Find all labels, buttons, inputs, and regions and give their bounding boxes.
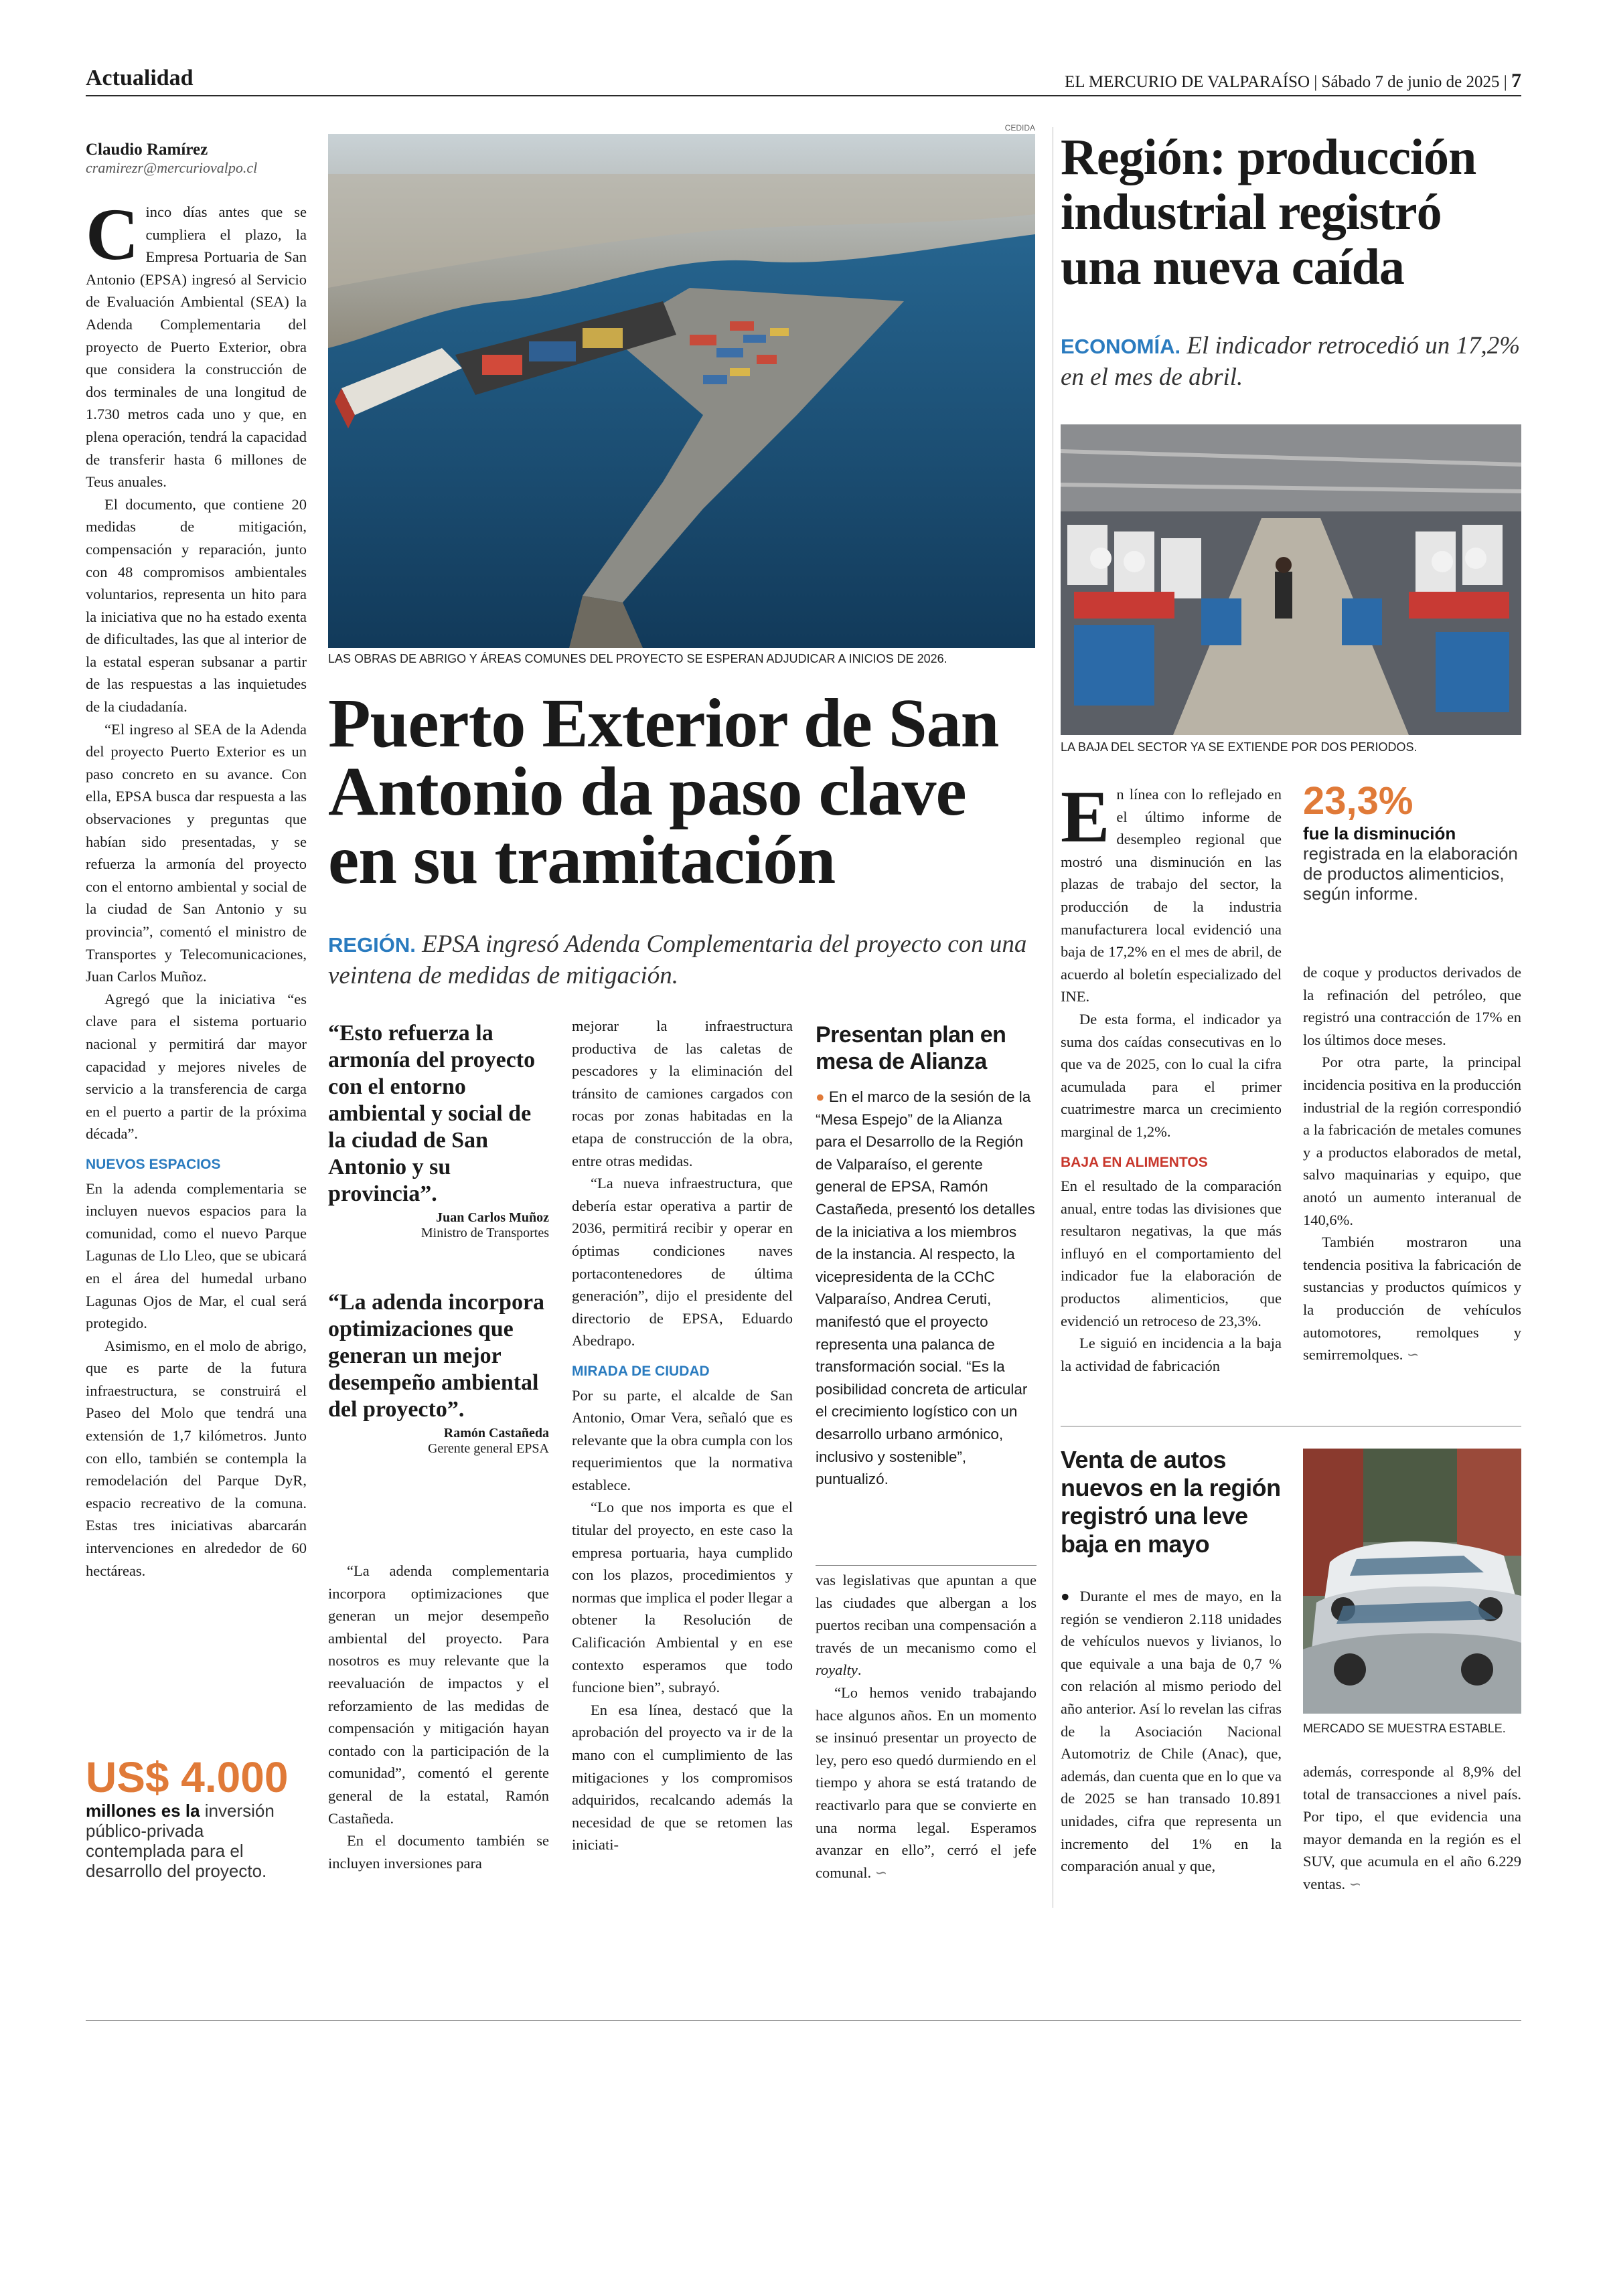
main-photo-caption: LAS OBRAS DE ABRIGO Y ÁREAS COMUNES DEL PROYECTO SE ESPERAN ADJUDICAR A INICIOS DE 2026.	[328, 652, 947, 665]
paragraph: mejorar la infraestructura productiva de las caletas de pescadores y la eliminación del tránsito de camiones cargados con rocas por zonas habitadas en la etapa de construcción de la obra, entre otras medidas.	[572, 1017, 793, 1169]
subhead-nuevos-espacios: NUEVOS ESPACIOS	[86, 1156, 221, 1172]
paragraph: Por otra parte, la principal incidencia positiva en la producción industrial de la región correspondió a la fabricación de metales comunes y a productos elaborados de metal, salvo maquinarias y equipo, que anotó un aumento interanual de 140,6%.	[1303, 1054, 1521, 1228]
alliance-box	[816, 1021, 1037, 1491]
byline	[86, 141, 307, 177]
right-deck	[1061, 331, 1521, 393]
paragraph: “El ingreso al SEA de la Adenda del proyecto Puerto Exterior es un paso concreto en su avance. Con ella, EPSA busca dar respuesta a las observaciones y preguntas que habían sido presentadas, y se refuerza la armonía del proyecto con el entorno ambiental y social de la ciudad de San Antonio y su provincia”, comentó el ministro de Transportes y Telecomunicaciones, Juan Carlos Muñoz.	[86, 720, 307, 985]
paragraph: n línea con lo reflejado en el último informe de desempleo regional que mostró una disminución en las plazas de trabajo del sector, la producción de la industria manufacturera local evidenció una baja de 17,2% en el mes de abril, de acuerdo al boletín especializado del INE.	[1061, 786, 1282, 1005]
paragraph: También mostraron una tendencia positiva la fabricación de sustancias y productos químicos y la producción de vehículos automotores, remolques y semirremolques.	[1303, 1234, 1521, 1364]
quote-author: Ramón Castañeda	[443, 1426, 549, 1441]
paragraph: Le siguió en incidencia a la baja la actividad de fabricación	[1061, 1335, 1282, 1374]
end-mark-icon: ∽	[1406, 1347, 1420, 1364]
paragraph: Asimismo, en el molo de abrigo, que es parte de la futura infraestructura, se construirá el Paseo del Molo que tendrá una extensión de 1,7 kilómetros. Junto con ello, también se contempla la remodelación del Parque DyR, espacio recreativo de la comuna. Estas tres iniciativas abarcarán intervenciones en alrededor de 60 hectáreas.	[86, 1337, 307, 1579]
main-article-column-1	[86, 193, 307, 1582]
bullet-icon: ●	[1061, 1588, 1073, 1605]
fact-text: registrada en la elaboración de productos alimenticios, según informe.	[1303, 843, 1518, 904]
main-article-column-3	[572, 1015, 793, 1856]
dropcap: C	[86, 193, 139, 275]
section-label: Actualidad	[86, 66, 194, 90]
port-photo	[328, 134, 1035, 648]
fact-number: 23,3%	[1303, 779, 1413, 823]
paragraph: “La nueva infraestructura, que debería estar operativa a partir de 2036, permitirá recibir y operar en óptimas condiciones naves portacontenedores de última generación”, dijo el presidente del directorio de EPSA, Eduardo Abedrapo.	[572, 1175, 793, 1349]
fact-bold: fue la disminución	[1303, 823, 1456, 843]
main-article-column-4: vas legislativas que apuntan a que las ciudades que albergan a los puertos reciban una compensación a través de un mecanismo como el royalty. “Lo hemos venido trabajando hace algunos años. En un momento se insinuó presentar un proyecto de ley, pero eso quedó durmiendo en el tiempo y ahora se está tratando de reactivarlo para que se convierte en una norma legal. Esperamos avanzar en ello”, cerró el jefe comunal. ∽	[816, 1572, 1037, 1882]
fact-number: US$ 4.000	[86, 1753, 289, 1801]
quote-role: Ministro de Transportes	[420, 1226, 549, 1240]
paragraph: además, corresponde al 8,9% del total de transacciones a nivel país. Por tipo, el que evidencia una mayor demanda en la región es el SUV, que acumula en el año 6.229 ventas.	[1303, 1763, 1521, 1892]
cars-photo-caption: MERCADO SE MUESTRA ESTABLE.	[1303, 1722, 1506, 1735]
footer-rule	[86, 2020, 1521, 2021]
paragraph: De esta forma, el indicador ya suma dos caídas consecutivas en lo que va de 2025, con lo cual la cifra acumulada para el primer cuatrimestre marca un crecimiento marginal de 1,2%.	[1061, 1010, 1282, 1140]
main-headline: Puerto Exterior de San Antonio da paso clave en su tramitación	[328, 685, 999, 898]
factory-photo	[1061, 424, 1521, 735]
header-rule	[86, 95, 1521, 96]
end-mark-icon: ∽	[1349, 1876, 1362, 1893]
masthead: EL MERCURIO DE VALPARAÍSO | Sábado 7 de junio de 2025 | 7	[1065, 70, 1521, 92]
pull-quote-1	[328, 1020, 549, 1241]
photo-credit: CEDIDA	[1004, 123, 1035, 133]
pull-quote-2	[328, 1289, 549, 1457]
quote-text: “La adenda incorpora optimizaciones que generan un mejor desempeño ambiental del proyecto”.	[328, 1290, 545, 1422]
author-email: cramirezr@mercuriovalpo.cl	[86, 159, 258, 176]
paragraph: El documento, que contiene 20 medidas de mitigación, compensación y reparación, junto con 48 compromisos ambientales voluntarios, representa un hito para la iniciativa que no ha estado exenta de dificultades, las que al interior de la estatal esperan subsanar a partir de las respuestas a las inquietudes de la ciudadanía.	[86, 495, 307, 716]
port-aerial-image	[328, 134, 1035, 648]
subhead-mirada-de-ciudad: MIRADA DE CIUDAD	[572, 1363, 710, 1379]
paragraph: “La adenda complementaria incorpora optimizaciones que generan un mejor desempeño ambiental del proyecto. Para nosotros es muy relevante que la reevaluación de impactos y el reforzamiento de las medidas de compensación y mitigación hayan contado con la participación de la comunidad”, comentó el gerente general de la estatal, Ramón Castañeda.	[328, 1562, 549, 1827]
author-name: Claudio Ramírez	[86, 141, 208, 159]
publication-name: EL MERCURIO DE VALPARAÍSO	[1065, 73, 1310, 91]
deck-text: El indicador retrocedió un 17,2% en el mes de abril.	[1061, 332, 1521, 391]
end-mark-icon: ∽	[874, 1864, 888, 1882]
right-article-column-2	[1303, 961, 1521, 1367]
paragraph: Por su parte, el alcalde de San Antonio, Omar Vera, señaló que es relevante que la obra cumpla con los requerimientos que la normativa establece.	[572, 1386, 793, 1493]
fact-box-investment	[86, 1754, 307, 1881]
paragraph: En el resultado de la comparación anual, entre todas las divisiones que resultaron negativas, la que más influyó en el comportamiento del indicador fue la elaboración de productos alimenticios, que evidenció un retroceso de 23,3%.	[1061, 1177, 1282, 1329]
page-number: 7	[1511, 70, 1521, 92]
paragraph: En la adenda complementaria se incluyen nuevos espacios para la comunidad, como el nuevo Parque Lagunas de Llo Lleo, que se ubicará en el área del humedal urbano Lagunas Ojos de Mar, el cual será protegido.	[86, 1179, 307, 1332]
paragraph: Durante el mes de mayo, en la región se vendieron 2.118 unidades de vehículos nuevos y livianos, lo que equivale a una baja de 0,7 % con relación al mismo periodo del año anterior. Así lo revelan las cifras de la Asociación Nacional Automotriz de Chile (Anac), que, además, dan cuenta que en lo que va de 2025 se han transado 10.891 unidades, cifra que representa un incremento del 1% en la comparación anual y que,	[1061, 1588, 1282, 1875]
box-divider	[816, 1565, 1037, 1566]
paragraph: En el documento también se incluyen inversiones para	[328, 1832, 549, 1872]
deck-tag: ECONOMÍA.	[1061, 335, 1181, 358]
box-text	[816, 1086, 1037, 1491]
paragraph: de coque y productos derivados de la refinación del petróleo, que registró una contracción de 17% en los últimos doce meses.	[1303, 964, 1521, 1048]
cars-photo	[1303, 1449, 1521, 1714]
paragraph: inco días antes que se cumpliera el plazo, la Empresa Portuaria de San Antonio (EPSA) ingresó al Servicio de Evaluación Ambiental (SEA) la Adenda Complementaria del proyecto de Puerto Exterior, obra que considera la construcción de dos terminales de una longitud de 1.730 metros cada uno y que, en plena operación, tendrá la capacidad de transferir hasta 6 millones de Teus anuales.	[86, 203, 307, 491]
box-title: Presentan plan en mesa de Alianza	[816, 1022, 1006, 1074]
fact-text: inversión público-privada contemplada para el desarrollo del proyecto.	[86, 1801, 275, 1881]
publication-date: Sábado 7 de junio de 2025	[1321, 73, 1500, 91]
brief-column-1	[1061, 1585, 1282, 1878]
textile-factory-image	[1061, 424, 1521, 735]
paragraph: En el marco de la sesión de la “Mesa Espejo” de la Alianza para el Desarrollo de la Región de Valparaíso, el gerente general de EPSA, Ramón Castañeda, presentó los detalles de la iniciativa a los miembros de la instancia. Al respecto, la vicepresidenta de la CChC Valparaíso, Andrea Ceruti, manifestó que el proyecto representa una palanca de transformación social. “Es la posibilidad concreta de articular el crecimiento logístico con un desarrollo urbano armónico, inclusivo y sostenible”, puntualizó.	[816, 1088, 1035, 1488]
quote-author: Juan Carlos Muñoz	[436, 1210, 549, 1225]
right-article-column-1	[1061, 776, 1282, 1377]
quote-role: Gerente general EPSA	[427, 1441, 549, 1456]
paragraph: En esa línea, destacó que la aprobación del proyecto va ir de la mano con el cumplimiento de las mitigaciones y los compromisos adquiridos, recalcando además la necesidad de que se retomen las iniciati-	[572, 1701, 793, 1854]
brief-column-2	[1303, 1760, 1521, 1896]
right-headline: Región: producción industrial registró una nueva caída	[1061, 129, 1476, 295]
deck-text: EPSA ingresó Adenda Complementaria del proyecto con una veintena de medidas de mitigación.	[328, 930, 1027, 989]
fact-bold: millones es la	[86, 1801, 200, 1821]
deck-tag: REGIÓN.	[328, 933, 416, 957]
right-photo-caption: LA BAJA DEL SECTOR YA SE EXTIENDE POR DOS PERIODOS.	[1061, 740, 1418, 754]
fact-box-decline	[1303, 779, 1521, 904]
paragraph: vas legislativas que apuntan a que las ciudades que albergan a los puertos reciban una compensación a través de un mecanismo como el	[816, 1572, 1037, 1656]
quote-text: “Esto refuerza la armonía del proyecto con el entorno ambiental y social de la ciudad de San Antonio y su provincia”.	[328, 1021, 536, 1206]
dropcap: E	[1061, 776, 1110, 857]
parked-cars-image	[1303, 1449, 1521, 1714]
bullet-icon: ●	[816, 1088, 825, 1105]
paragraph: Agregó que la iniciativa “es clave para el sistema portuario nacional y permitirá dar mayor capacidad y mejores niveles de servicio a la transferencia de carga en el puerto a partir de la próxima década”.	[86, 990, 307, 1143]
subhead-baja-en-alimentos: BAJA EN ALIMENTOS	[1061, 1154, 1208, 1170]
brief-headline: Venta de autos nuevos en la región registró una leve baja en mayo	[1061, 1446, 1281, 1558]
paragraph: “Lo hemos venido trabajando hace algunos años. En un momento se insinuó presentar un proyecto de ley, pero eso quedó durmiendo en el tiempo y ahora se está tratando de reactivarlo para que se convierte en una norma legal. Esperamos avanzar en ello”, cerró el jefe comunal.	[816, 1684, 1037, 1881]
paragraph: “Lo que nos importa es que el titular del proyecto, en este caso la empresa portuaria, haya cumplido con los plazos, procedimientos y normas que implica el poder llegar a obtener la Resolución de Calificación Ambiental y en ese contexto esperamos que todo funcione bien”, subrayó.	[572, 1499, 793, 1696]
main-article-column-2	[328, 1560, 549, 1874]
italic-term: royalty	[816, 1661, 858, 1679]
main-deck	[328, 929, 1038, 991]
